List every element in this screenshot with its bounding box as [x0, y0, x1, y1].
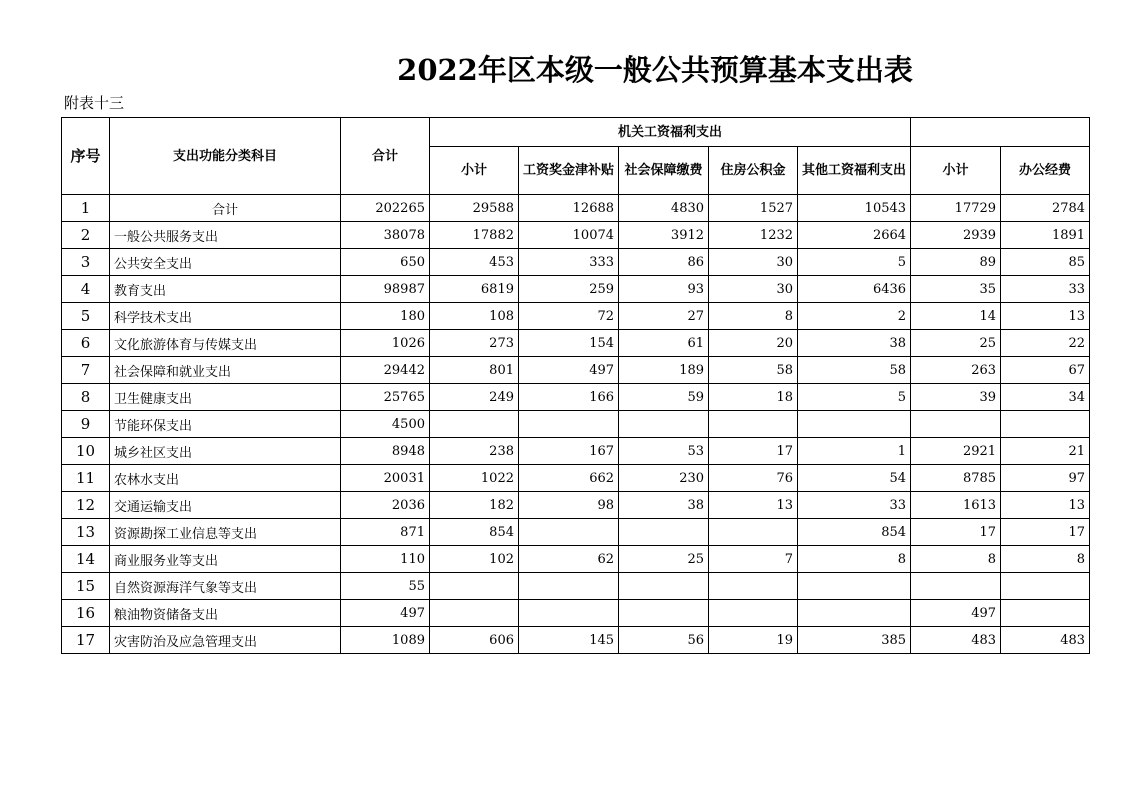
row-value: 27 [619, 303, 709, 330]
row-value: 4830 [619, 195, 709, 222]
row-value: 17 [911, 519, 1001, 546]
row-value: 2939 [911, 222, 1001, 249]
row-category: 粮油物资储备支出 [110, 600, 341, 627]
row-value: 20 [709, 330, 798, 357]
table-row [62, 438, 1090, 465]
row-value: 33 [1001, 276, 1090, 303]
row-value: 30 [709, 276, 798, 303]
table-row [62, 411, 1090, 438]
table-row [62, 276, 1090, 303]
row-value: 497 [341, 600, 430, 627]
table-row [62, 627, 1090, 654]
row-value: 3912 [619, 222, 709, 249]
row-category: 卫生健康支出 [110, 384, 341, 411]
row-value: 1527 [709, 195, 798, 222]
table-row [62, 492, 1090, 519]
row-value: 8948 [341, 438, 430, 465]
row-value: 25 [911, 330, 1001, 357]
row-value: 1613 [911, 492, 1001, 519]
table-row [62, 249, 1090, 276]
row-value: 17882 [430, 222, 519, 249]
row-value: 76 [709, 465, 798, 492]
row-index: 1 [62, 195, 110, 222]
row-value: 202265 [341, 195, 430, 222]
row-category: 自然资源海洋气象等支出 [110, 573, 341, 600]
row-value: 98 [519, 492, 619, 519]
row-value [619, 411, 709, 438]
row-value: 72 [519, 303, 619, 330]
row-category: 社会保障和就业支出 [110, 357, 341, 384]
row-value: 38 [798, 330, 911, 357]
table-row [62, 573, 1090, 600]
row-value: 249 [430, 384, 519, 411]
row-index: 4 [62, 276, 110, 303]
row-value [619, 600, 709, 627]
row-value: 606 [430, 627, 519, 654]
row-value: 871 [341, 519, 430, 546]
table-row [62, 222, 1090, 249]
row-index: 10 [62, 438, 110, 465]
table-row [62, 330, 1090, 357]
row-value: 17 [709, 438, 798, 465]
row-value: 8 [798, 546, 911, 573]
header-index: 序号 [62, 118, 110, 195]
row-value [709, 411, 798, 438]
row-index: 13 [62, 519, 110, 546]
table-row [62, 519, 1090, 546]
header-group-goods [911, 118, 1090, 147]
row-value: 238 [430, 438, 519, 465]
row-value: 93 [619, 276, 709, 303]
header-sub-housing-fund: 住房公积金 [709, 147, 798, 195]
row-index: 14 [62, 546, 110, 573]
header-sub-social-security: 社会保障缴费 [619, 147, 709, 195]
header-sub-office-expense: 办公经费 [1001, 147, 1090, 195]
row-value [709, 573, 798, 600]
table-row [62, 546, 1090, 573]
row-value: 13 [1001, 492, 1090, 519]
row-value: 25 [619, 546, 709, 573]
row-value: 8 [911, 546, 1001, 573]
row-value: 1891 [1001, 222, 1090, 249]
row-value: 55 [341, 573, 430, 600]
row-value: 1022 [430, 465, 519, 492]
row-value: 13 [709, 492, 798, 519]
row-value: 67 [1001, 357, 1090, 384]
row-value [1001, 411, 1090, 438]
row-category: 节能环保支出 [110, 411, 341, 438]
row-value: 19 [709, 627, 798, 654]
row-value: 483 [911, 627, 1001, 654]
row-value: 58 [709, 357, 798, 384]
row-value [430, 573, 519, 600]
table-row [62, 600, 1090, 627]
row-value [911, 411, 1001, 438]
header-sub-other-welfare: 其他工资福利支出 [798, 147, 911, 195]
row-value [798, 573, 911, 600]
row-category: 灾害防治及应急管理支出 [110, 627, 341, 654]
row-value: 4500 [341, 411, 430, 438]
row-value: 801 [430, 357, 519, 384]
row-category: 农林水支出 [110, 465, 341, 492]
row-value: 2 [798, 303, 911, 330]
row-value: 38078 [341, 222, 430, 249]
row-value: 33 [798, 492, 911, 519]
row-value: 182 [430, 492, 519, 519]
row-value [519, 411, 619, 438]
row-value: 2784 [1001, 195, 1090, 222]
row-value [911, 573, 1001, 600]
row-value: 110 [341, 546, 430, 573]
row-category: 城乡社区支出 [110, 438, 341, 465]
row-value: 34 [1001, 384, 1090, 411]
row-value: 18 [709, 384, 798, 411]
row-value: 25765 [341, 384, 430, 411]
row-value: 12688 [519, 195, 619, 222]
row-value [430, 411, 519, 438]
row-value: 30 [709, 249, 798, 276]
row-value: 62 [519, 546, 619, 573]
table-row [62, 195, 1090, 222]
row-value: 166 [519, 384, 619, 411]
row-value: 29588 [430, 195, 519, 222]
table-row [62, 303, 1090, 330]
row-index: 17 [62, 627, 110, 654]
row-value: 98987 [341, 276, 430, 303]
row-value [798, 600, 911, 627]
row-value: 7 [709, 546, 798, 573]
row-value: 29442 [341, 357, 430, 384]
row-index: 2 [62, 222, 110, 249]
header-sub-subtotal-2: 小计 [911, 147, 1001, 195]
row-index: 9 [62, 411, 110, 438]
row-value: 89 [911, 249, 1001, 276]
row-value: 1232 [709, 222, 798, 249]
row-value: 53 [619, 438, 709, 465]
table-row [62, 465, 1090, 492]
row-value: 86 [619, 249, 709, 276]
row-index: 12 [62, 492, 110, 519]
row-value: 13 [1001, 303, 1090, 330]
row-value: 8 [709, 303, 798, 330]
row-value [519, 573, 619, 600]
row-category: 交通运输支出 [110, 492, 341, 519]
row-index: 15 [62, 573, 110, 600]
row-value: 333 [519, 249, 619, 276]
row-value [1001, 600, 1090, 627]
row-index: 11 [62, 465, 110, 492]
row-value: 6436 [798, 276, 911, 303]
row-value: 85 [1001, 249, 1090, 276]
row-index: 3 [62, 249, 110, 276]
row-value: 1026 [341, 330, 430, 357]
row-value: 453 [430, 249, 519, 276]
row-value: 6819 [430, 276, 519, 303]
row-index: 6 [62, 330, 110, 357]
row-value: 154 [519, 330, 619, 357]
row-value: 662 [519, 465, 619, 492]
row-value [619, 519, 709, 546]
row-value: 189 [619, 357, 709, 384]
row-value: 854 [430, 519, 519, 546]
table-row [62, 357, 1090, 384]
row-value: 22 [1001, 330, 1090, 357]
row-index: 16 [62, 600, 110, 627]
row-value: 17 [1001, 519, 1090, 546]
row-value: 10074 [519, 222, 619, 249]
row-value: 2664 [798, 222, 911, 249]
row-value: 108 [430, 303, 519, 330]
row-category: 合计 [110, 195, 341, 222]
row-value: 102 [430, 546, 519, 573]
row-value [1001, 573, 1090, 600]
page-title: 2022年区本级一般公共预算基本支出表 [397, 53, 913, 87]
row-value: 483 [1001, 627, 1090, 654]
row-value: 2921 [911, 438, 1001, 465]
row-value: 167 [519, 438, 619, 465]
row-category: 文化旅游体育与传媒支出 [110, 330, 341, 357]
row-value [519, 600, 619, 627]
row-value [709, 600, 798, 627]
row-value: 54 [798, 465, 911, 492]
row-value: 273 [430, 330, 519, 357]
row-value: 5 [798, 384, 911, 411]
row-value: 38 [619, 492, 709, 519]
row-value: 263 [911, 357, 1001, 384]
row-value [798, 411, 911, 438]
row-value: 14 [911, 303, 1001, 330]
budget-table [61, 117, 1090, 654]
row-value: 497 [519, 357, 619, 384]
row-value [519, 519, 619, 546]
row-value: 259 [519, 276, 619, 303]
row-value: 35 [911, 276, 1001, 303]
row-value [709, 519, 798, 546]
row-index: 8 [62, 384, 110, 411]
table-row [62, 384, 1090, 411]
row-value: 56 [619, 627, 709, 654]
row-value: 39 [911, 384, 1001, 411]
row-value: 180 [341, 303, 430, 330]
header-sub-subtotal: 小计 [430, 147, 519, 195]
row-value: 8785 [911, 465, 1001, 492]
row-value: 497 [911, 600, 1001, 627]
row-value: 650 [341, 249, 430, 276]
row-value [430, 600, 519, 627]
row-value: 5 [798, 249, 911, 276]
row-index: 5 [62, 303, 110, 330]
row-value: 1089 [341, 627, 430, 654]
row-category: 一般公共服务支出 [110, 222, 341, 249]
header-sub-wages: 工资奖金津补贴 [519, 147, 619, 195]
row-value: 97 [1001, 465, 1090, 492]
row-value: 854 [798, 519, 911, 546]
row-category: 公共安全支出 [110, 249, 341, 276]
header-category: 支出功能分类科目 [110, 118, 341, 195]
row-value: 1 [798, 438, 911, 465]
row-category: 资源勘探工业信息等支出 [110, 519, 341, 546]
row-value [619, 573, 709, 600]
row-value: 59 [619, 384, 709, 411]
row-value: 21 [1001, 438, 1090, 465]
row-value: 58 [798, 357, 911, 384]
row-value: 385 [798, 627, 911, 654]
row-value: 230 [619, 465, 709, 492]
header-group-salary: 机关工资福利支出 [430, 118, 911, 147]
row-value: 10543 [798, 195, 911, 222]
row-value: 8 [1001, 546, 1090, 573]
header-total: 合计 [341, 118, 430, 195]
row-value: 2036 [341, 492, 430, 519]
row-value: 17729 [911, 195, 1001, 222]
row-index: 7 [62, 357, 110, 384]
row-value: 61 [619, 330, 709, 357]
row-category: 商业服务业等支出 [110, 546, 341, 573]
row-value: 20031 [341, 465, 430, 492]
appendix-label: 附表十三 [64, 94, 125, 112]
row-category: 科学技术支出 [110, 303, 341, 330]
row-value: 145 [519, 627, 619, 654]
row-category: 教育支出 [110, 276, 341, 303]
